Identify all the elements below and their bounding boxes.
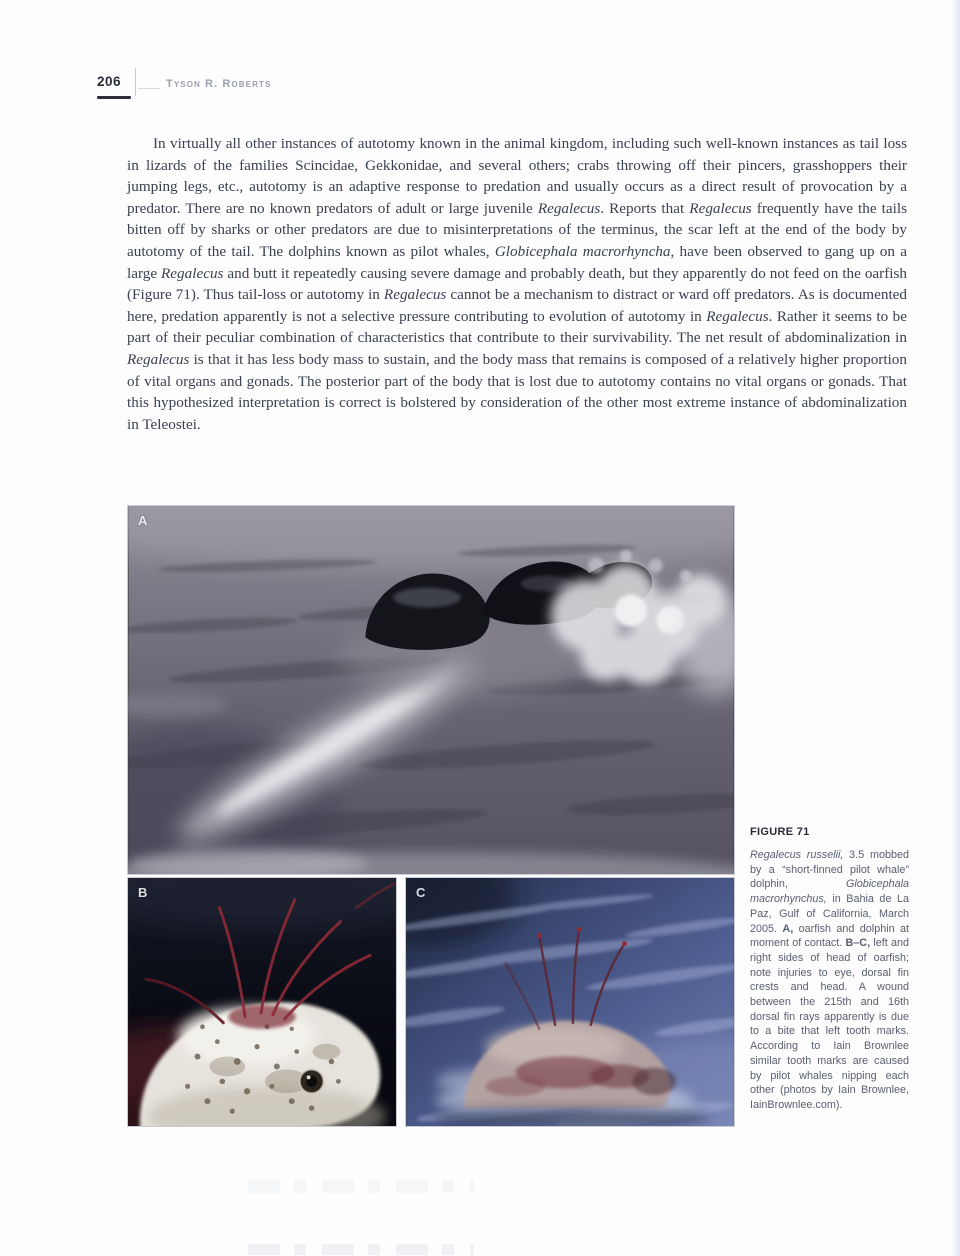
header-divider	[135, 68, 136, 96]
text-segment: , have been observed to gang up on a large	[127, 242, 911, 282]
text-segment: Regalecus	[127, 350, 190, 368]
text-segment: . Rather it seems to be part of their peculiar combination of characteristics that contribute to their survivability. The net result of abdominalization in	[127, 307, 911, 347]
figure-photo-c	[405, 877, 735, 1127]
text-segment: in Bahia de La Paz, Gulf of California, March 2005.	[750, 893, 912, 935]
figure-photo-a	[127, 505, 735, 875]
text-segment: Regalecus	[161, 264, 224, 282]
photo-label-b: B	[138, 885, 148, 900]
photo-a-illustration	[128, 506, 734, 874]
figure-caption-title: FIGURE 71	[750, 826, 810, 838]
text-segment: cannot be a mechanism to distract or ward off predators. As is documented here, predation apparently is not a selective pressure contributing to evolution of autotomy in	[127, 286, 911, 325]
figure-caption-text	[750, 848, 912, 1113]
text-segment: Globicephala macrorhyncha	[494, 242, 671, 260]
scan-bleed-artifact	[248, 1244, 474, 1255]
photo-c-illustration	[406, 878, 734, 1126]
text-segment: Globicephala macrorhynchus,	[750, 878, 912, 906]
photo-label-a: A	[138, 513, 148, 528]
photo-label-c: C	[416, 885, 426, 900]
body-paragraph	[127, 133, 911, 435]
page-number: 206	[97, 74, 122, 89]
text-segment: A,	[782, 922, 794, 935]
text-segment: In virtually all other instances of autotomy known in the animal kingdom, including such well-known instances as tail loss in lizards of the families Scincidae, Gekkonidae, and several others; crabs throwing off their pincers, grasshoppers their jumping legs, etc., autotomy is an adaptive response to predation and usually occurs as a direct result of provocation by a predator. There are no known predators of adult or large juvenile	[127, 135, 911, 217]
text-segment: left and right sides of head of oarfish; note injuries to eye, dorsal fin crests and head. A wound between the 215th and 16th dorsal fin rays apparently is due to a bite that left tooth marks. According to Iain Brownlee similar tooth marks are caused by pilot whales nipping each other (photos by Iain Brownlee, IainBrownlee.com).	[750, 937, 912, 1111]
text-segment: oarfish and dolphin at moment of contact.	[750, 922, 912, 950]
text-segment: 3.5 mobbed by a “short-finned pilot whale” dolphin,	[750, 849, 912, 891]
text-segment: Regalecus russelii,	[750, 849, 844, 861]
text-segment: Regalecus	[706, 307, 769, 325]
text-segment: . Reports that	[600, 199, 690, 217]
text-segment: B–C,	[845, 937, 871, 950]
figure-photo-b	[127, 877, 397, 1127]
scan-bleed-artifact	[248, 1180, 474, 1193]
text-segment: frequently have the tails bitten off by sharks or other predators are due to misinterpretations of the terminus, the scar left at the end of the body by autotomy of the tail. The dolphins known as pilot whales,	[127, 199, 911, 260]
photo-b-illustration	[128, 878, 396, 1126]
figure-caption	[750, 826, 912, 1113]
text-segment: and butt it repeatedly causing severe damage and probably death, but they apparently do not feed on the oarfish (Figure 71). Thus tail-loss or autotomy in	[127, 264, 911, 304]
text-segment: is that it has less body mass to sustain, and the body mass that remains is composed of a relatively higher proportion of vital organs and gonads. The posterior part of the body that is lost due to autotomy contains no vital organs or gonads. That this hypothesized interpretation is correct is bolstered by consideration of the other most extreme instance of abdominalization in Teleostei.	[127, 350, 911, 433]
page-number-underline	[97, 96, 131, 99]
text-segment: Regalecus	[383, 286, 447, 304]
scan-edge-artifact	[951, 0, 960, 1256]
oarfish-eye	[300, 1069, 324, 1093]
running-head-author: Tyson R. Roberts	[166, 78, 272, 90]
text-segment: Regalecus	[689, 199, 752, 217]
text-segment: Regalecus	[537, 199, 601, 217]
header-leader-line	[138, 88, 160, 89]
